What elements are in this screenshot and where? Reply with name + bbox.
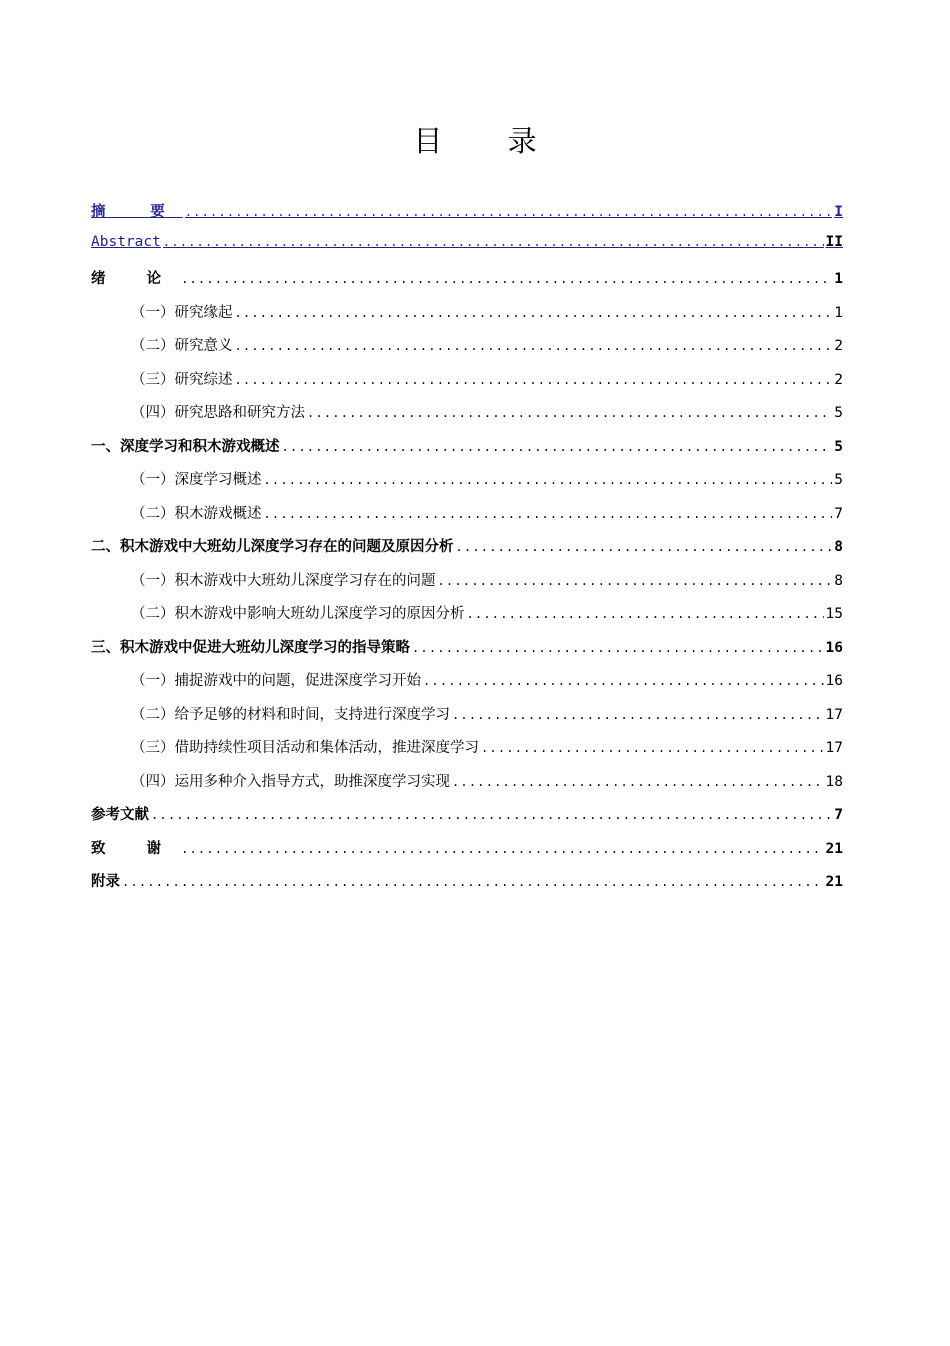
toc-entry-page: 16 (825, 639, 843, 656)
toc-entry[interactable] (91, 736, 843, 770)
toc-entry[interactable] (91, 502, 843, 536)
toc-entry[interactable] (91, 535, 843, 569)
toc-entry-page: 7 (834, 505, 843, 522)
toc-entry-page: 17 (825, 740, 843, 756)
toc-leader (481, 741, 824, 755)
toc-entry-label: 二、积木游戏中大班幼儿深度学习存在的问题及原因分析 (91, 538, 454, 555)
toc-entry-label: Abstract (91, 233, 161, 250)
toc-entry-page: 5 (834, 438, 843, 455)
toc-entry[interactable] (91, 602, 843, 636)
toc-entry-label: 附录 (91, 873, 120, 890)
toc-leader (264, 473, 833, 487)
toc-entry-label: （二）研究意义 (131, 338, 233, 354)
toc-leader (264, 507, 833, 521)
toc-entry-label: （四）运用多种介入指导方式，助推深度学习实现 (131, 773, 450, 790)
toc-entry-page: 7 (834, 807, 843, 823)
toc-leader (467, 607, 824, 621)
toc-entry[interactable] (91, 870, 843, 904)
toc-entry-page: 15 (825, 606, 843, 622)
toc-leader (235, 306, 833, 320)
toc-entry-page: 17 (825, 706, 843, 723)
toc-entry-label: 摘 要 (91, 204, 183, 220)
toc-entry[interactable] (91, 803, 843, 837)
toc-entry-label: （三）研究综述 (131, 371, 233, 388)
toc-entry-label: （二）积木游戏中影响大班幼儿深度学习的原因分析 (131, 606, 465, 622)
toc-entry-page: 8 (834, 572, 843, 589)
toc-entry-page: 21 (825, 874, 843, 890)
toc-title: 目 录 (413, 124, 565, 158)
toc-entry[interactable] (91, 234, 843, 268)
toc-leader (181, 842, 823, 856)
table-of-contents (91, 200, 843, 904)
toc-entry-label: 三、积木游戏中促进大班幼儿深度学习的指导策略 (91, 638, 410, 656)
toc-entry[interactable] (91, 468, 843, 502)
toc-entry[interactable] (91, 435, 843, 469)
toc-leader (452, 708, 824, 722)
toc-leader (423, 674, 824, 688)
toc-entry-label: 致 谢 (91, 839, 180, 857)
toc-entry[interactable] (91, 770, 843, 804)
toc-entry-label: （一）研究缘起 (131, 304, 233, 321)
toc-entry-label: （一）积木游戏中大班幼儿深度学习存在的问题 (131, 572, 436, 589)
toc-entry-label: （一）深度学习概述 (131, 472, 262, 488)
toc-entry[interactable] (91, 669, 843, 703)
toc-entry[interactable] (91, 569, 843, 603)
toc-leader (185, 205, 833, 219)
toc-entry[interactable] (91, 301, 843, 335)
toc-entry[interactable] (91, 267, 843, 301)
toc-entry-page: 18 (825, 773, 843, 790)
toc-entry-label: 绪 论 (91, 270, 180, 287)
toc-entry[interactable] (91, 401, 843, 435)
toc-leader (452, 775, 824, 789)
toc-entry-label: （一）捕捉游戏中的问题，促进深度学习开始 (131, 673, 421, 689)
toc-entry-page: 2 (834, 371, 843, 388)
toc-leader (282, 440, 833, 454)
toc-entry[interactable] (91, 837, 843, 871)
toc-entry-page: 1 (834, 271, 843, 287)
toc-leader (235, 339, 833, 353)
toc-entry[interactable] (91, 200, 843, 234)
toc-leader (456, 540, 833, 554)
toc-leader (235, 373, 833, 387)
toc-entry[interactable] (91, 636, 843, 670)
toc-entry-label: （三）借助持续性项目活动和集体活动，推进深度学习 (131, 740, 479, 756)
toc-leader (151, 808, 832, 822)
toc-entry-label: 一、深度学习和积木游戏概述 (91, 437, 280, 455)
toc-entry[interactable] (91, 368, 843, 402)
toc-entry-page: 21 (825, 840, 843, 857)
toc-entry[interactable] (91, 334, 843, 368)
toc-leader (307, 406, 832, 420)
toc-entry-label: （二）积木游戏概述 (131, 505, 262, 522)
toc-entry[interactable] (91, 703, 843, 737)
toc-entry-label: （四）研究思路和研究方法 (131, 405, 305, 421)
toc-entry-page: I (834, 204, 843, 220)
toc-leader (438, 574, 833, 588)
toc-leader (163, 235, 824, 249)
toc-entry-page: 16 (825, 673, 843, 689)
toc-entry-page: 8 (834, 539, 843, 555)
toc-entry-label: （二）给予足够的材料和时间，支持进行深度学习 (131, 706, 450, 723)
toc-entry-page: 5 (834, 472, 843, 488)
toc-leader (181, 272, 832, 286)
toc-leader (122, 875, 824, 889)
toc-entry-page: 5 (834, 405, 843, 421)
toc-entry-page: II (825, 233, 843, 250)
toc-entry-page: 2 (834, 338, 843, 354)
toc-leader (412, 641, 824, 655)
toc-entry-page: 1 (834, 304, 843, 321)
toc-entry-label: 参考文献 (91, 806, 149, 823)
